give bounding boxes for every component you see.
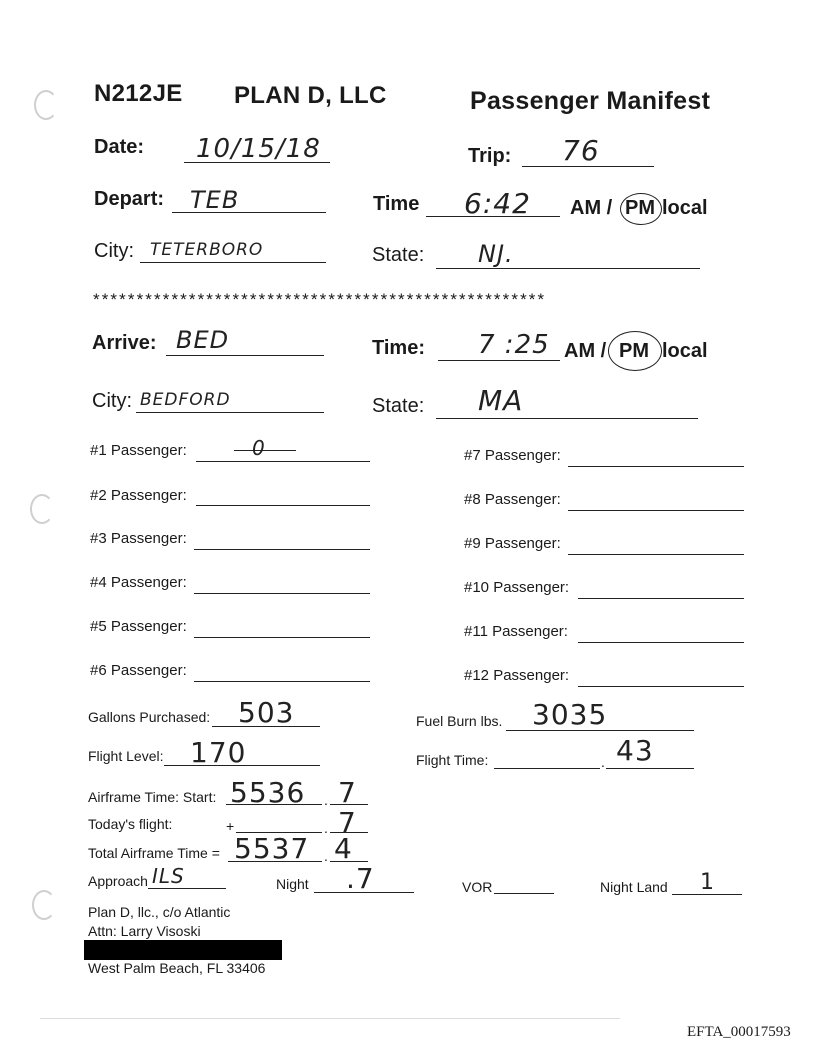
vor-line bbox=[494, 893, 554, 894]
redaction-bar bbox=[84, 940, 282, 960]
gallons-line bbox=[212, 726, 320, 727]
passenger-8-line bbox=[568, 510, 744, 511]
total-airframe-value: 5537 bbox=[234, 832, 310, 865]
flight-time-value: 43 bbox=[616, 734, 654, 767]
airframe-start-label: Airframe Time: Start: bbox=[88, 789, 217, 805]
night-value: .7 bbox=[346, 862, 375, 895]
flight-time-minutes-line bbox=[606, 768, 694, 769]
arrive-city-value: BEDFORD bbox=[140, 390, 231, 410]
total-airframe-dot: . bbox=[324, 848, 328, 864]
passenger-6-line bbox=[194, 681, 370, 682]
arrive-time-value: 7 :25 bbox=[478, 330, 550, 360]
arrive-label: Arrive: bbox=[92, 332, 157, 354]
passenger-7-line bbox=[568, 466, 744, 467]
night-line bbox=[314, 892, 414, 893]
address-line-1: Plan D, llc., c/o Atlantic bbox=[88, 904, 231, 920]
todays-flight-plus: + bbox=[226, 818, 235, 834]
arrive-time-line bbox=[438, 360, 560, 361]
total-airframe-tenth: 4 bbox=[334, 832, 353, 865]
todays-flight-dot: . bbox=[324, 820, 328, 836]
depart-city-line bbox=[140, 262, 326, 263]
punch-hole-bottom bbox=[32, 890, 56, 920]
document-title: Passenger Manifest bbox=[470, 87, 711, 115]
arrive-pm-circle bbox=[608, 331, 662, 371]
address-line-2: Attn: Larry Visoski bbox=[88, 923, 201, 939]
passenger-1-line bbox=[196, 461, 370, 462]
trip-line bbox=[522, 166, 654, 167]
arrive-state-line bbox=[436, 418, 698, 419]
flight-time-dot: . bbox=[601, 754, 605, 770]
approach-label: Approach bbox=[88, 873, 148, 889]
total-airframe-line bbox=[228, 861, 322, 862]
total-airframe-label: Total Airframe Time = bbox=[88, 845, 220, 861]
arrive-line bbox=[166, 355, 324, 356]
depart-label: Depart: bbox=[94, 188, 165, 210]
approach-line bbox=[148, 888, 226, 889]
airframe-start-value: 5536 bbox=[230, 776, 306, 809]
passenger-7-label: #7 Passenger: bbox=[464, 447, 561, 464]
depart-state-line bbox=[436, 268, 700, 269]
night-land-line bbox=[672, 894, 742, 895]
flight-level-value: 170 bbox=[190, 736, 247, 769]
address-city: West Palm Beach, FL 33406 bbox=[88, 960, 266, 976]
trip-label: Trip: bbox=[468, 145, 512, 167]
depart-time-line bbox=[426, 216, 560, 217]
arrive-state-value: MA bbox=[478, 384, 524, 417]
depart-state-value: NJ. bbox=[478, 240, 514, 268]
depart-time-label: Time bbox=[373, 193, 420, 215]
arrive-pm-label: PM bbox=[619, 340, 649, 362]
passenger-12-label: #12 Passenger: bbox=[464, 667, 570, 684]
passenger-12-line bbox=[578, 686, 744, 687]
depart-state-label: State: bbox=[372, 244, 425, 266]
date-line bbox=[184, 162, 330, 163]
depart-local-label: local bbox=[662, 197, 708, 219]
passenger-10-line bbox=[578, 598, 744, 599]
passenger-4-label: #4 Passenger: bbox=[90, 574, 187, 591]
passenger-2-line bbox=[196, 505, 370, 506]
airframe-start-tenth: 7 bbox=[338, 776, 357, 809]
document-id: EFTA_00017593 bbox=[687, 1024, 791, 1040]
todays-flight-tenth: 7 bbox=[338, 806, 357, 839]
punch-hole-middle bbox=[30, 494, 54, 524]
depart-time-value: 6:42 bbox=[464, 187, 531, 220]
passenger-6-label: #6 Passenger: bbox=[90, 662, 187, 679]
tail-number: N212JE bbox=[94, 80, 183, 107]
gallons-label: Gallons Purchased: bbox=[88, 709, 211, 725]
passenger-11-label: #11 Passenger: bbox=[464, 623, 568, 640]
gallons-value: 503 bbox=[238, 696, 295, 729]
arrive-am-label: AM / bbox=[564, 340, 607, 362]
date-value: 10/15/18 bbox=[196, 134, 321, 164]
arrive-local-label: local bbox=[662, 340, 708, 362]
passenger-3-label: #3 Passenger: bbox=[90, 530, 187, 547]
passenger-9-line bbox=[568, 554, 744, 555]
depart-city-value: TETERBORO bbox=[150, 240, 264, 260]
depart-pm-label: PM bbox=[625, 197, 655, 219]
flight-level-line bbox=[164, 765, 320, 766]
approach-value: ILS bbox=[152, 864, 185, 888]
fuel-burn-label: Fuel Burn lbs. bbox=[416, 713, 503, 729]
passenger-1-strike bbox=[234, 450, 296, 451]
passenger-5-line bbox=[194, 637, 370, 638]
passenger-1-label: #1 Passenger: bbox=[90, 442, 187, 459]
depart-value: TEB bbox=[190, 186, 240, 214]
separator: **************************************************** bbox=[93, 290, 547, 309]
arrive-state-label: State: bbox=[372, 395, 425, 417]
passenger-1-value: 0 bbox=[252, 436, 266, 460]
passenger-8-label: #8 Passenger: bbox=[464, 491, 561, 508]
passenger-11-line bbox=[578, 642, 744, 643]
vor-label: VOR bbox=[462, 879, 493, 895]
airframe-start-line bbox=[226, 804, 322, 805]
flight-time-label: Flight Time: bbox=[416, 752, 489, 768]
arrive-time-label: Time: bbox=[372, 337, 425, 359]
night-label: Night bbox=[276, 876, 309, 892]
night-land-label: Night Land bbox=[600, 879, 668, 895]
depart-line bbox=[172, 212, 326, 213]
depart-city-label: City: bbox=[94, 240, 134, 262]
night-land-value: 1 bbox=[700, 870, 715, 895]
todays-flight-label: Today's flight: bbox=[88, 816, 173, 832]
date-label: Date: bbox=[94, 136, 145, 158]
airframe-start-dot: . bbox=[324, 792, 328, 808]
arrive-value: BED bbox=[176, 326, 230, 354]
passenger-10-label: #10 Passenger: bbox=[464, 579, 570, 596]
arrive-city-line bbox=[136, 412, 324, 413]
arrive-city-label: City: bbox=[92, 390, 132, 412]
passenger-9-label: #9 Passenger: bbox=[464, 535, 561, 552]
fuel-burn-value: 3035 bbox=[532, 698, 608, 731]
fuel-burn-line bbox=[506, 730, 694, 731]
company-name: PLAN D, LLC bbox=[234, 82, 387, 109]
passenger-5-label: #5 Passenger: bbox=[90, 618, 187, 635]
flight-level-label: Flight Level: bbox=[88, 748, 164, 764]
trip-value: 76 bbox=[562, 134, 600, 167]
punch-hole-top bbox=[34, 90, 58, 120]
passenger-2-label: #2 Passenger: bbox=[90, 487, 187, 504]
passenger-4-line bbox=[194, 593, 370, 594]
depart-am-label: AM / bbox=[570, 197, 613, 219]
scan-divider bbox=[40, 1018, 620, 1019]
flight-time-hours-line bbox=[494, 768, 600, 769]
depart-pm-circle bbox=[620, 193, 662, 225]
passenger-3-line bbox=[194, 549, 370, 550]
airframe-start-tenth-line bbox=[330, 804, 368, 805]
